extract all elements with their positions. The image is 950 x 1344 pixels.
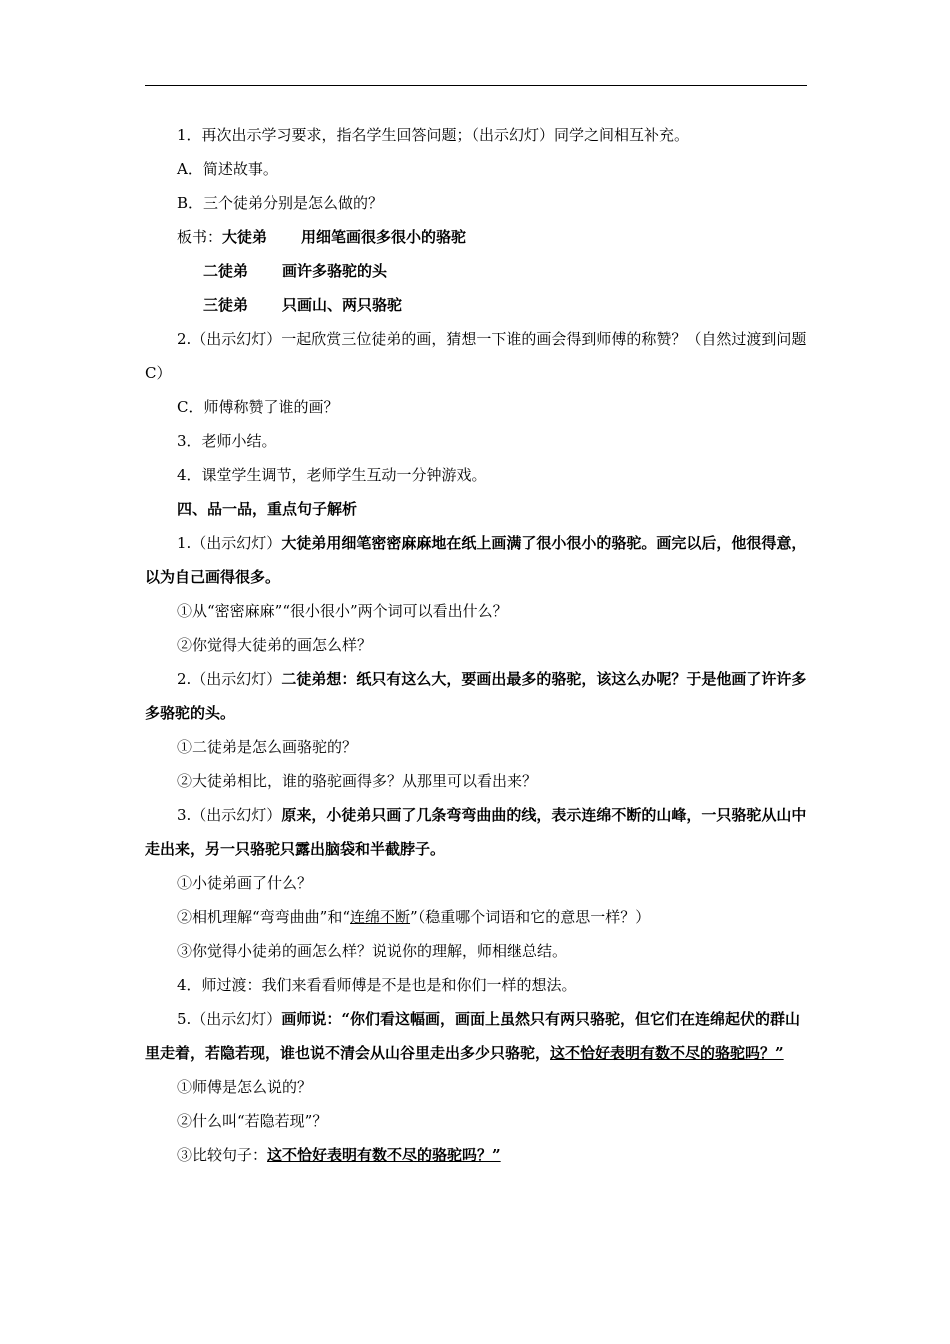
paragraph-transition: 4．师过渡：我们来看看师傅是不是也是和你们一样的想法。 (177, 976, 577, 994)
sentence-prefix: 1.（出示幻灯） (177, 534, 282, 552)
paragraph-2: 2.（出示幻灯）一起欣赏三位徒弟的画，猜想一下谁的画会得到师傅的称赞？（自然过渡到问题C） (145, 330, 807, 382)
sentence-1 (145, 526, 807, 594)
sentence-3 (145, 798, 807, 866)
board-who: 二徒弟 (203, 262, 249, 280)
sentence-2-question-1: ①二徒弟是怎么画骆驼的？ (177, 738, 358, 756)
paragraph-1: 1．再次出示学习要求，指名学生回答问题；（出示幻灯）同学之间相互补充。 (177, 126, 690, 144)
question-a: A．简述故事。 (177, 160, 278, 178)
sentence-5-question-2: ②什么叫“若隐若现”？ (177, 1112, 328, 1130)
question-b: B．三个徒弟分别是怎么做的？ (177, 194, 384, 212)
sentence-text: 画师说：“你们看这幅画，画面上虽然只有两只骆驼，但它们在连绵起伏的群山里走着，若隐若现，谁也说不清会从山谷里走出多少只骆驼， (145, 1010, 800, 1062)
sentence-text: 大徒弟用细笔密密麻麻地在纸上画满了很小很小的骆驼。画完以后，他很得意，以为自己画得很多。 (145, 534, 807, 586)
question-text: ②相机理解“弯弯曲曲”和“ (177, 908, 351, 926)
sentence-2-question-2: ②大徒弟相比，谁的骆驼画得多？从那里可以看出来？ (177, 772, 538, 790)
sentence-2 (145, 662, 807, 730)
section-heading: 四、品一品，重点句子解析 (177, 500, 358, 518)
header-rule (145, 85, 807, 86)
sentence-prefix: 2.（出示幻灯） (177, 670, 282, 688)
board-row-2 (145, 254, 807, 288)
board-what: 画许多骆驼的头 (282, 262, 388, 280)
document-body (145, 118, 807, 1172)
underlined-word: 连绵不断 (350, 908, 411, 926)
sentence-text: 二徒弟想：纸只有这么大，要画出最多的骆驼，该这么办呢？于是他画了许许多多骆驼的头。 (145, 670, 807, 722)
question-text: ”（稳重哪个词语和它的意思一样？） (410, 908, 651, 926)
sentence-text: 原来，小徒弟只画了几条弯弯曲曲的线，表示连绵不断的山峰，一只骆驼从山中走出来，另一只骆驼只露出脑袋和半截脖子。 (145, 806, 807, 858)
paragraph-3: 3．老师小结。 (177, 432, 277, 450)
sentence-prefix: 5.（出示幻灯） (177, 1010, 282, 1028)
board-row-3 (145, 288, 807, 322)
paragraph-4: 4．课堂学生调节，老师学生互动一分钟游戏。 (177, 466, 487, 484)
question-text: ③比较句子： (177, 1146, 268, 1164)
board-who: 大徒弟 (222, 228, 268, 246)
sentence-5-question-1: ①师傅是怎么说的？ (177, 1078, 313, 1096)
question-c: C．师傅称赞了谁的画？ (177, 398, 339, 416)
sentence-3-question-3: ③你觉得小徒弟的画怎么样？说说你的理解，师相继总结。 (177, 942, 568, 960)
sentence-3-question-2 (145, 900, 807, 934)
board-what: 只画山、两只骆驼 (282, 296, 403, 314)
board-what: 用细笔画很多很小的骆驼 (301, 228, 467, 246)
underlined-sentence: 这不恰好表明有数不尽的骆驼吗？” (550, 1044, 784, 1062)
underlined-sentence: 这不恰好表明有数不尽的骆驼吗？” (267, 1146, 501, 1164)
board-label: 板书： (177, 228, 223, 246)
board-who: 三徒弟 (203, 296, 249, 314)
board-row-1 (145, 220, 807, 254)
sentence-1-question-2: ②你觉得大徒弟的画怎么样？ (177, 636, 373, 654)
sentence-5-question-3 (145, 1138, 807, 1172)
sentence-1-question-1: ①从“密密麻麻”“很小很小”两个词可以看出什么？ (177, 602, 508, 620)
sentence-prefix: 3.（出示幻灯） (177, 806, 282, 824)
sentence-3-question-1: ①小徒弟画了什么？ (177, 874, 313, 892)
sentence-5 (145, 1002, 807, 1070)
